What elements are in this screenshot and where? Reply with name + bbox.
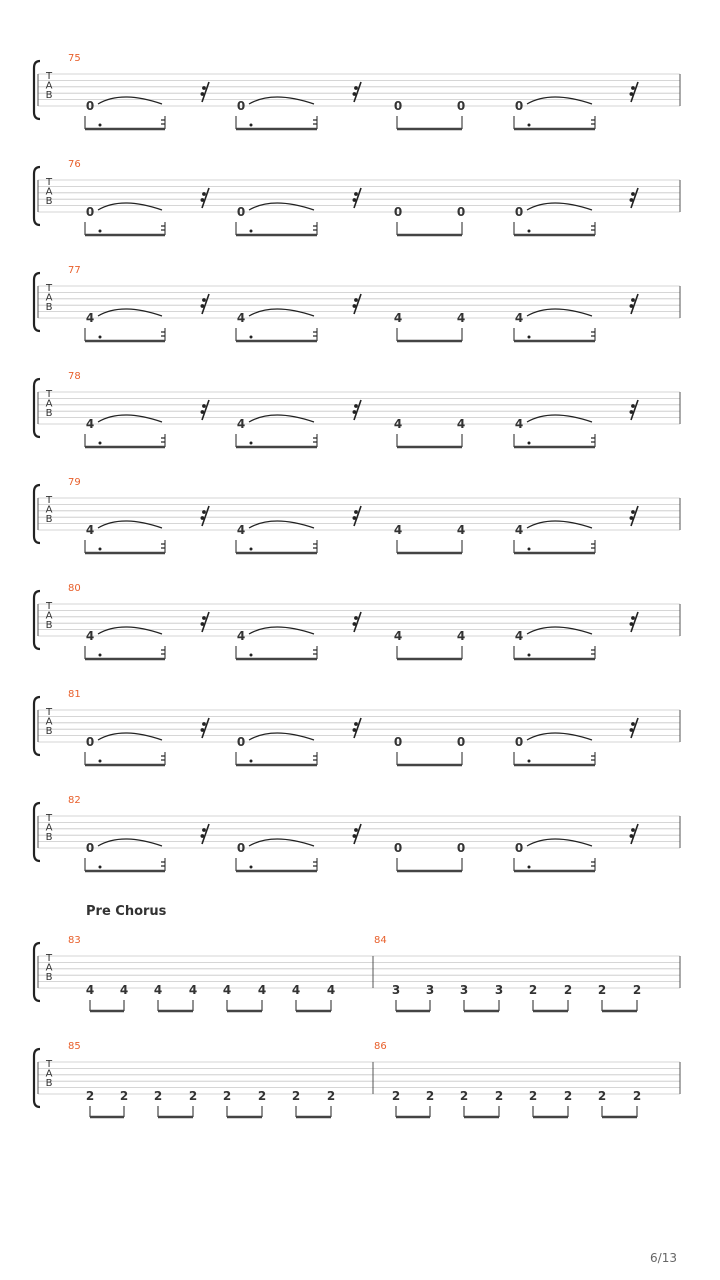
rest-dot <box>201 304 205 308</box>
tie-arc <box>98 415 162 422</box>
measure-number: 77 <box>68 265 81 276</box>
tie-arc <box>98 521 162 528</box>
fret-number: 2 <box>597 983 607 997</box>
rest-slash <box>354 400 361 420</box>
rest-slash <box>202 82 209 102</box>
rest-dot <box>202 404 206 408</box>
rest-slash <box>202 612 209 632</box>
fret-number: 4 <box>236 311 246 325</box>
tie-arc <box>249 521 314 528</box>
tab-system <box>34 795 680 871</box>
rest-dot <box>353 92 357 96</box>
dot <box>528 336 531 339</box>
rest-dot <box>630 622 634 626</box>
fret-number: 0 <box>85 841 95 855</box>
dot <box>99 230 102 233</box>
rest-slash <box>354 506 361 526</box>
tie-arc <box>527 97 592 104</box>
tab-letter: T <box>45 71 53 82</box>
fret-number: 2 <box>326 1089 336 1103</box>
tab-system <box>34 371 680 447</box>
measure-number: 82 <box>68 795 81 806</box>
fret-number: 2 <box>425 1089 435 1103</box>
system-bracket <box>34 379 40 437</box>
tab-letter: T <box>45 813 53 824</box>
tab-letter: A <box>45 1068 53 1080</box>
dot <box>99 654 102 657</box>
tab-system <box>34 689 680 765</box>
rest-dot <box>631 192 635 196</box>
fret-number: 4 <box>393 417 403 431</box>
rest-dot <box>630 516 634 520</box>
tie-arc <box>249 733 314 740</box>
rest-dot <box>202 722 206 726</box>
tab-letter: T <box>45 1059 53 1070</box>
tie-arc <box>527 733 592 740</box>
rest-dot <box>202 192 206 196</box>
rest-dot <box>353 516 357 520</box>
fret-number: 0 <box>393 735 403 749</box>
fret-number: 0 <box>393 205 403 219</box>
fret-number: 2 <box>85 1089 95 1103</box>
tie-arc <box>527 415 592 422</box>
fret-number: 0 <box>85 99 95 113</box>
tab-letter: B <box>45 726 53 737</box>
fret-number: 2 <box>459 1089 469 1103</box>
rest-dot <box>353 410 357 414</box>
measure-number: 79 <box>68 477 81 488</box>
measure-number: 80 <box>68 583 81 594</box>
tie-arc <box>98 203 162 210</box>
rest-dot <box>354 404 358 408</box>
fret-number: 4 <box>326 983 336 997</box>
dot <box>250 760 253 763</box>
fret-number: 4 <box>456 629 466 643</box>
rest-slash <box>354 824 361 844</box>
tie-arc <box>527 309 592 316</box>
rest-slash <box>631 188 638 208</box>
dot <box>250 442 253 445</box>
rest-dot <box>201 92 205 96</box>
fret-number: 2 <box>632 1089 642 1103</box>
tab-letter: B <box>45 620 53 631</box>
tie-arc <box>527 627 592 634</box>
fret-number: 2 <box>494 1089 504 1103</box>
fret-number: 0 <box>393 99 403 113</box>
measure-number: 81 <box>68 689 81 700</box>
fret-number: 4 <box>393 311 403 325</box>
dot <box>528 654 531 657</box>
dot <box>250 124 253 127</box>
fret-number: 4 <box>456 523 466 537</box>
system-bracket <box>34 697 40 755</box>
tab-letter: T <box>45 707 53 718</box>
fret-number: 0 <box>514 735 524 749</box>
fret-number: 0 <box>236 735 246 749</box>
fret-number: 4 <box>153 983 163 997</box>
rest-dot <box>354 722 358 726</box>
dot <box>250 866 253 869</box>
fret-number: 2 <box>188 1089 198 1103</box>
fret-number: 2 <box>291 1089 301 1103</box>
rest-dot <box>631 298 635 302</box>
tie-arc <box>98 733 162 740</box>
fret-number: 4 <box>456 311 466 325</box>
rest-slash <box>631 718 638 738</box>
dot <box>99 124 102 127</box>
rest-dot <box>202 86 206 90</box>
rest-dot <box>202 616 206 620</box>
fret-number: 2 <box>153 1089 163 1103</box>
tie-arc <box>98 839 162 846</box>
tab-letter: T <box>45 283 53 294</box>
dot <box>528 124 531 127</box>
tie-arc <box>249 839 314 846</box>
fret-number: 2 <box>563 1089 573 1103</box>
measure-number: 86 <box>374 1041 387 1052</box>
fret-number: 0 <box>85 735 95 749</box>
fret-number: 0 <box>456 99 466 113</box>
tie-arc <box>98 97 162 104</box>
tab-letter: B <box>45 514 53 525</box>
tab-letter: B <box>45 90 53 101</box>
fret-number: 4 <box>236 629 246 643</box>
tab-letter: A <box>45 292 53 304</box>
tab-letter: A <box>45 610 53 622</box>
dot <box>99 548 102 551</box>
section-label-pre-chorus: Pre Chorus <box>86 904 167 919</box>
tie-arc <box>98 309 162 316</box>
rest-slash <box>354 612 361 632</box>
tab-letter: B <box>45 1078 53 1089</box>
system-bracket <box>34 167 40 225</box>
rest-dot <box>631 404 635 408</box>
fret-number: 3 <box>425 983 435 997</box>
rest-slash <box>354 718 361 738</box>
fret-number: 3 <box>459 983 469 997</box>
tab-letter: B <box>45 408 53 419</box>
fret-number: 0 <box>514 205 524 219</box>
fret-number: 2 <box>222 1089 232 1103</box>
measure-number: 78 <box>68 371 81 382</box>
rest-dot <box>353 834 357 838</box>
dot <box>99 760 102 763</box>
tie-arc <box>527 521 592 528</box>
rest-slash <box>354 294 361 314</box>
tab-system <box>34 477 680 553</box>
rest-dot <box>631 616 635 620</box>
rest-dot <box>354 510 358 514</box>
rest-slash <box>202 294 209 314</box>
fret-number: 4 <box>119 983 129 997</box>
rest-dot <box>354 616 358 620</box>
tab-letter: A <box>45 186 53 198</box>
rest-dot <box>354 828 358 832</box>
rest-dot <box>353 728 357 732</box>
rest-slash <box>202 188 209 208</box>
rest-slash <box>631 82 638 102</box>
tab-letter: T <box>45 953 53 964</box>
fret-number: 4 <box>514 629 524 643</box>
rest-slash <box>631 612 638 632</box>
system-bracket <box>34 1049 40 1107</box>
fret-number: 2 <box>391 1089 401 1103</box>
rest-dot <box>202 510 206 514</box>
fret-number: 4 <box>85 629 95 643</box>
rest-dot <box>631 86 635 90</box>
system-bracket <box>34 803 40 861</box>
rest-dot <box>630 198 634 202</box>
fret-number: 0 <box>236 205 246 219</box>
fret-number: 2 <box>528 983 538 997</box>
rest-dot <box>201 198 205 202</box>
fret-number: 4 <box>236 523 246 537</box>
tie-arc <box>249 203 314 210</box>
rest-dot <box>631 722 635 726</box>
tie-arc <box>249 97 314 104</box>
rest-dot <box>630 304 634 308</box>
dot <box>99 442 102 445</box>
rest-slash <box>202 506 209 526</box>
rest-dot <box>630 728 634 732</box>
rest-slash <box>631 400 638 420</box>
rest-dot <box>353 198 357 202</box>
fret-number: 0 <box>456 205 466 219</box>
tab-system <box>34 265 680 341</box>
fret-number: 2 <box>632 983 642 997</box>
dot <box>528 442 531 445</box>
rest-dot <box>201 834 205 838</box>
rest-dot <box>202 298 206 302</box>
fret-number: 4 <box>85 417 95 431</box>
rest-dot <box>353 304 357 308</box>
rest-dot <box>354 86 358 90</box>
tab-system <box>34 935 680 1011</box>
tab-letter: T <box>45 177 53 188</box>
dot <box>528 866 531 869</box>
rest-slash <box>202 718 209 738</box>
fret-number: 4 <box>393 629 403 643</box>
dot <box>250 230 253 233</box>
tab-letter: A <box>45 398 53 410</box>
fret-number: 0 <box>456 841 466 855</box>
fret-number: 0 <box>514 841 524 855</box>
rest-dot <box>354 298 358 302</box>
fret-number: 2 <box>597 1089 607 1103</box>
rest-dot <box>630 92 634 96</box>
dot <box>528 230 531 233</box>
fret-number: 4 <box>85 983 95 997</box>
fret-number: 2 <box>119 1089 129 1103</box>
rest-dot <box>201 622 205 626</box>
tie-arc <box>527 839 592 846</box>
rest-dot <box>201 728 205 732</box>
system-bracket <box>34 61 40 119</box>
tab-letter: A <box>45 716 53 728</box>
measure-number: 84 <box>374 935 387 946</box>
tab-system <box>34 583 680 659</box>
rest-dot <box>354 192 358 196</box>
tab-system <box>34 53 680 129</box>
tab-letter: T <box>45 601 53 612</box>
fret-number: 0 <box>514 99 524 113</box>
dot <box>99 336 102 339</box>
measure-number: 85 <box>68 1041 81 1052</box>
rest-slash <box>631 824 638 844</box>
rest-slash <box>354 188 361 208</box>
tab-letter: T <box>45 389 53 400</box>
tab-system <box>34 1041 680 1117</box>
rest-dot <box>201 516 205 520</box>
tab-letter: A <box>45 822 53 834</box>
rest-dot <box>630 834 634 838</box>
fret-number: 4 <box>85 311 95 325</box>
fret-number: 4 <box>222 983 232 997</box>
tie-arc <box>249 415 314 422</box>
fret-number: 0 <box>236 841 246 855</box>
fret-number: 4 <box>456 417 466 431</box>
fret-number: 2 <box>563 983 573 997</box>
dot <box>250 336 253 339</box>
dot <box>528 548 531 551</box>
fret-number: 3 <box>391 983 401 997</box>
tie-arc <box>527 203 592 210</box>
tab-system <box>34 159 680 235</box>
fret-number: 2 <box>528 1089 538 1103</box>
dot <box>250 654 253 657</box>
tab-letter: B <box>45 972 53 983</box>
dot <box>250 548 253 551</box>
rest-slash <box>202 400 209 420</box>
tab-letter: A <box>45 80 53 92</box>
fret-number: 4 <box>514 417 524 431</box>
rest-dot <box>631 828 635 832</box>
tab-letter: A <box>45 504 53 516</box>
tab-letter: B <box>45 832 53 843</box>
system-bracket <box>34 943 40 1001</box>
rest-dot <box>201 410 205 414</box>
fret-number: 0 <box>85 205 95 219</box>
fret-number: 4 <box>188 983 198 997</box>
fret-number: 0 <box>393 841 403 855</box>
tab-letter: T <box>45 495 53 506</box>
rest-dot <box>630 410 634 414</box>
system-bracket <box>34 591 40 649</box>
system-bracket <box>34 485 40 543</box>
fret-number: 4 <box>257 983 267 997</box>
rest-slash <box>354 82 361 102</box>
rest-dot <box>353 622 357 626</box>
rest-dot <box>631 510 635 514</box>
measure-number: 75 <box>68 53 81 64</box>
measure-number: 83 <box>68 935 81 946</box>
rest-dot <box>202 828 206 832</box>
tie-arc <box>98 627 162 634</box>
fret-number: 4 <box>514 523 524 537</box>
fret-number: 4 <box>85 523 95 537</box>
fret-number: 4 <box>291 983 301 997</box>
tab-letter: A <box>45 962 53 974</box>
system-bracket <box>34 273 40 331</box>
fret-number: 2 <box>257 1089 267 1103</box>
fret-number: 3 <box>494 983 504 997</box>
measure-number: 76 <box>68 159 81 170</box>
rest-slash <box>202 824 209 844</box>
tab-letter: B <box>45 302 53 313</box>
fret-number: 0 <box>236 99 246 113</box>
tie-arc <box>249 627 314 634</box>
rest-slash <box>631 294 638 314</box>
tab-letter: B <box>45 196 53 207</box>
dot <box>99 866 102 869</box>
page-number: 6/13 <box>650 1251 677 1265</box>
fret-number: 4 <box>393 523 403 537</box>
dot <box>528 760 531 763</box>
rest-slash <box>631 506 638 526</box>
fret-number: 4 <box>514 311 524 325</box>
fret-number: 0 <box>456 735 466 749</box>
tie-arc <box>249 309 314 316</box>
fret-number: 4 <box>236 417 246 431</box>
